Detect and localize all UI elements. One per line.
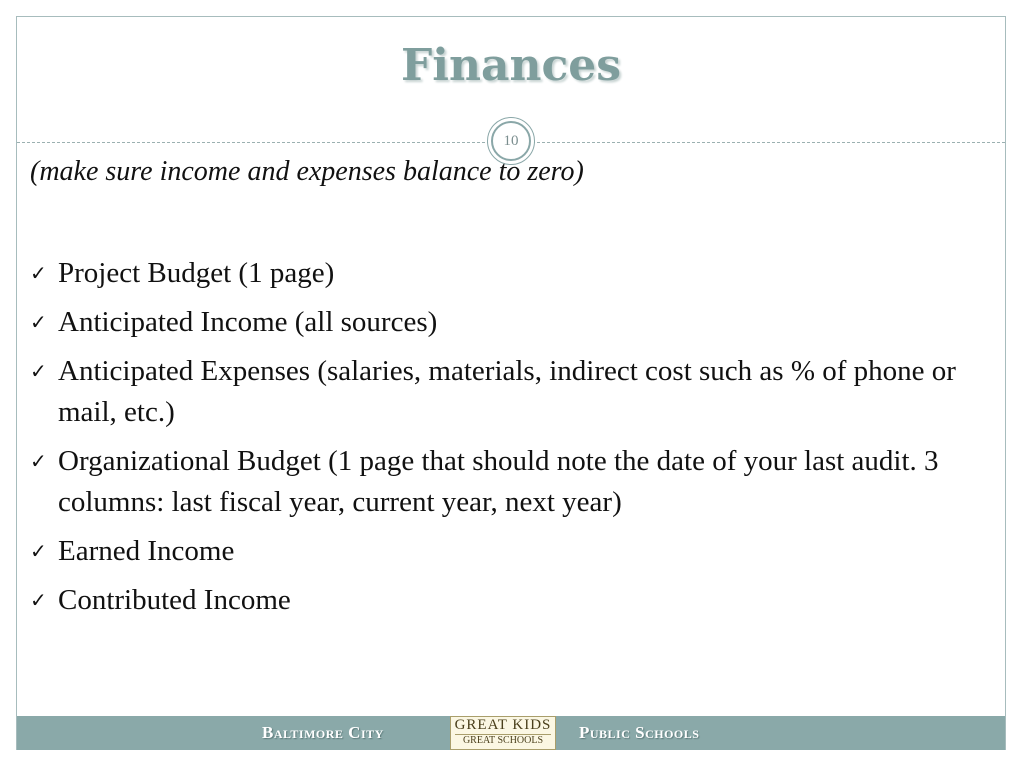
list-item-text: Anticipated Expenses (salaries, materials, indirect cost such as % of phone or mail, etc.) <box>58 355 956 428</box>
list-item <box>30 441 980 523</box>
list-item-text: Project Budget (1 page) <box>58 257 335 289</box>
list-item <box>30 580 980 621</box>
slide-subtitle: (make sure income and expenses balance to zero) <box>30 156 584 187</box>
check-icon: ✓ <box>30 359 47 383</box>
list-item <box>30 531 980 572</box>
footer-left-text: Baltimore City <box>262 723 384 742</box>
list-item <box>30 253 980 294</box>
list-item-text: Organizational Budget (1 page that should note the date of your last audit. 3 columns: last fiscal year, current year, next year) <box>58 445 939 518</box>
list-item-text: Anticipated Income (all sources) <box>58 306 438 338</box>
list-item-text: Earned Income <box>58 535 235 567</box>
bullet-list <box>30 253 980 629</box>
check-icon: ✓ <box>30 449 47 473</box>
list-item-text: Contributed Income <box>58 584 291 616</box>
list-item <box>30 302 980 343</box>
logo-top-text: GREAT KIDS <box>454 717 552 733</box>
footer-bar <box>17 716 1005 750</box>
slide-title: Finances <box>401 40 621 91</box>
logo-bottom-text: GREAT SCHOOLS <box>455 734 551 746</box>
check-icon: ✓ <box>30 261 47 285</box>
footer-right-text: Public Schools <box>579 723 700 742</box>
check-icon: ✓ <box>30 539 47 563</box>
check-icon: ✓ <box>30 588 47 612</box>
slide-number: 10 <box>491 121 531 161</box>
great-kids-logo <box>450 716 556 750</box>
list-item <box>30 351 980 433</box>
check-icon: ✓ <box>30 310 47 334</box>
